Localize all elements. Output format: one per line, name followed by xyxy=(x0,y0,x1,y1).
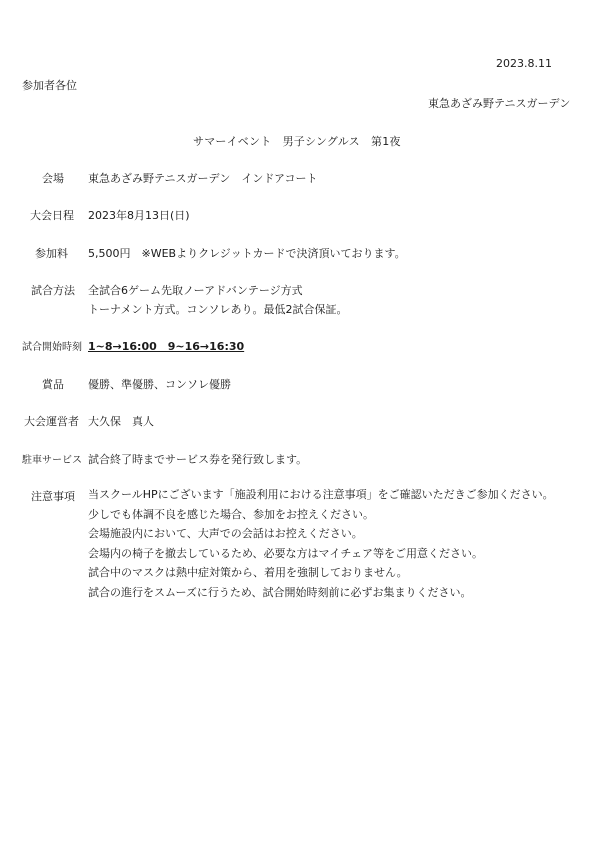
start-time-value: 1~8→16:00 9~16→16:30 xyxy=(88,340,245,353)
document-date: 2023.8.11 xyxy=(496,57,552,70)
list-item: 試合の進行をスムーズに行うため、試合開始時刻前に必ずお集まりください。 xyxy=(88,585,472,599)
organizer-value: 大久保 真人 xyxy=(88,415,154,428)
event-title: サマーイベント 男子シングルス 第1夜 xyxy=(193,135,401,148)
venue-label: 会場 xyxy=(42,172,64,185)
event-date-value: 2023年8月13日(日) xyxy=(88,209,190,222)
prize-value: 優勝、準優勝、コンソレ優勝 xyxy=(88,378,231,391)
sender: 東急あざみ野テニスガーデン xyxy=(428,97,571,110)
recipient: 参加者各位 xyxy=(22,79,77,92)
list-item: 試合中のマスクは熱中症対策から、着用を強制しておりません。 xyxy=(88,566,408,579)
list-item: 会場施設内において、大声での会話はお控えください。 xyxy=(88,527,363,540)
parking-label: 駐車サービス xyxy=(22,455,82,466)
organizer-label: 大会運営者 xyxy=(24,415,79,428)
match-method-label: 試合方法 xyxy=(31,284,75,297)
notes-list xyxy=(88,488,554,605)
list-item: 会場内の椅子を撤去しているため、必要な方はマイチェア等をご用意ください。 xyxy=(88,546,484,560)
start-time-label: 試合開始時刻 xyxy=(22,342,82,353)
notes-label: 注意事項 xyxy=(31,490,75,503)
event-date-label: 大会日程 xyxy=(30,209,74,222)
list-item: 当スクールHPにございます「施設利用における注意事項」をご確認いただきご参加ください。 xyxy=(88,488,554,501)
venue-value: 東急あざみ野テニスガーデン インドアコート xyxy=(88,172,318,185)
prize-label: 賞品 xyxy=(42,378,64,391)
list-item: 少しでも体調不良を感じた場合、参加をお控えください。 xyxy=(88,507,374,521)
parking-value: 試合終了時までサービス券を発行致します。 xyxy=(88,453,308,466)
match-method-line-2: トーナメント方式。コンソレあり。最低2試合保証。 xyxy=(88,303,348,316)
fee-value: 5,500円 ※WEBよりクレジットカードで決済頂いております。 xyxy=(88,247,406,260)
fee-label: 参加料 xyxy=(35,247,68,260)
match-method-line-1: 全試合6ゲーム先取ノーアドバンテージ方式 xyxy=(88,284,303,297)
